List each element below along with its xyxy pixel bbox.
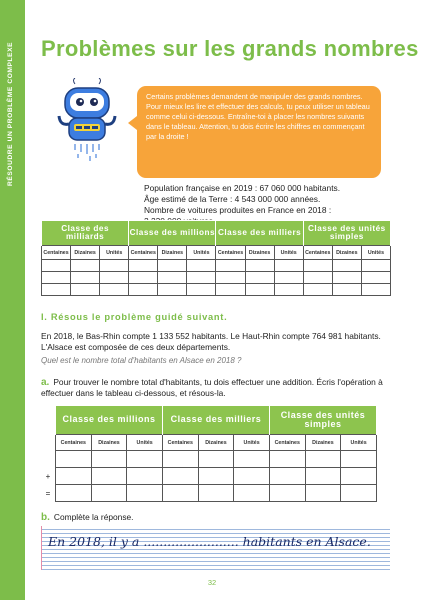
table-cell[interactable]	[274, 260, 303, 272]
table-cell[interactable]	[100, 284, 129, 296]
column-header: Unités	[127, 435, 163, 451]
table-cell[interactable]	[162, 451, 198, 468]
table-cell[interactable]	[332, 284, 361, 296]
table-cell[interactable]	[305, 468, 341, 485]
table-cell[interactable]	[158, 284, 187, 296]
table-cell[interactable]	[274, 272, 303, 284]
table-cell[interactable]	[361, 260, 390, 272]
table-cell[interactable]	[100, 272, 129, 284]
sidebar-band	[0, 0, 25, 600]
class-header: Classe des millions	[129, 221, 216, 246]
table-cell[interactable]	[305, 485, 341, 502]
part-b-letter: b.	[41, 512, 50, 523]
table-cell[interactable]	[332, 260, 361, 272]
table-cell[interactable]	[341, 485, 377, 502]
class-header: Classe des millions	[56, 406, 163, 435]
table-cell[interactable]	[127, 451, 163, 468]
table-cell[interactable]	[187, 260, 216, 272]
part-a-letter: a.	[41, 377, 50, 388]
table-cell[interactable]	[332, 272, 361, 284]
problem-question: Quel est le nombre total d'habitants en Alsace en 2018 ?	[41, 356, 242, 365]
table-cell[interactable]	[187, 284, 216, 296]
class-header: Classe des milliards	[42, 221, 129, 246]
part-a	[41, 377, 393, 399]
table-row	[42, 260, 391, 272]
column-header: Unités	[274, 246, 303, 260]
fact-line: Nombre de voitures produites en France en 2018 :	[144, 205, 332, 215]
table-cell[interactable]	[42, 260, 71, 272]
page-number: 32	[207, 578, 217, 587]
fact-line: Population française en 2019 : 67 060 000 habitants.	[144, 183, 341, 193]
column-header: Dizaines	[245, 246, 274, 260]
table-cell[interactable]	[71, 284, 100, 296]
table-cell[interactable]	[42, 272, 71, 284]
table-cell[interactable]	[129, 260, 158, 272]
robot-mascot-icon	[55, 78, 119, 168]
table-cell[interactable]	[341, 468, 377, 485]
table-row	[42, 284, 391, 296]
table-cell[interactable]	[198, 451, 234, 468]
section-heading: I. Résous le problème guidé suivant.	[41, 312, 228, 322]
table-row	[41, 485, 377, 502]
table-cell[interactable]	[71, 260, 100, 272]
table-row	[42, 272, 391, 284]
column-header: Centaines	[56, 435, 92, 451]
class-header: Classe des milliers	[216, 221, 303, 246]
table-cell[interactable]	[216, 272, 245, 284]
table-cell[interactable]	[129, 284, 158, 296]
numeration-table-2	[41, 405, 377, 502]
table-cell[interactable]	[303, 272, 332, 284]
table-cell[interactable]	[305, 451, 341, 468]
table-cell[interactable]	[127, 485, 163, 502]
table-cell[interactable]	[303, 284, 332, 296]
sidebar-label: RÉSOUDRE UN PROBLÈME COMPLEXE	[7, 41, 14, 186]
numeration-table-1	[41, 220, 391, 296]
table-cell[interactable]	[56, 485, 92, 502]
table-cell[interactable]	[127, 468, 163, 485]
table-cell[interactable]	[341, 451, 377, 468]
column-header: Centaines	[129, 246, 158, 260]
table-cell[interactable]	[245, 260, 274, 272]
column-header: Dizaines	[332, 246, 361, 260]
table-cell[interactable]	[129, 272, 158, 284]
table-cell[interactable]	[162, 468, 198, 485]
column-header: Unités	[187, 246, 216, 260]
column-header: Dizaines	[158, 246, 187, 260]
column-header: Centaines	[216, 246, 245, 260]
table-cell[interactable]	[216, 260, 245, 272]
table-cell[interactable]	[56, 468, 92, 485]
column-header: Unités	[100, 246, 129, 260]
column-header: Centaines	[162, 435, 198, 451]
part-a-text: Pour trouver le nombre total d'habitants, tu dois effectuer une addition. Écris l'opération à effectuer dans le tableau ci-dessous, et résous-la.	[41, 377, 383, 398]
table-cell[interactable]	[269, 485, 305, 502]
class-header: Classe des unités simples	[303, 221, 390, 246]
column-header: Centaines	[269, 435, 305, 451]
table-cell[interactable]	[361, 272, 390, 284]
table-cell[interactable]	[269, 468, 305, 485]
table-cell[interactable]	[216, 284, 245, 296]
column-header: Centaines	[303, 246, 332, 260]
column-header: Unités	[234, 435, 270, 451]
column-header: Centaines	[42, 246, 71, 260]
table-cell[interactable]	[158, 260, 187, 272]
fact-line: Âge estimé de la Terre : 4 543 000 000 années.	[144, 194, 321, 204]
table-cell[interactable]	[91, 485, 127, 502]
table-cell[interactable]	[234, 485, 270, 502]
equals-sign: =	[41, 485, 56, 502]
table-cell[interactable]	[245, 272, 274, 284]
table-row	[41, 468, 377, 485]
instruction-bubble	[137, 86, 381, 178]
table-cell[interactable]	[361, 284, 390, 296]
table-cell[interactable]	[198, 468, 234, 485]
plus-sign: +	[41, 468, 56, 485]
class-header: Classe des unités simples	[269, 406, 376, 435]
column-header: Dizaines	[91, 435, 127, 451]
instruction-text: Certains problèmes demandent de manipuler des grands nombres. Pour mieux les lire et effectuer des calculs, tu peux utiliser un tableau comme celui ci-dessous. Entraîne-toi à placer les nombres suivants dans le tableau. Attention, tu dois écrire les chiffres en commençant par la droite !	[146, 92, 370, 141]
table-cell[interactable]	[91, 451, 127, 468]
part-b	[41, 512, 134, 523]
answer-sentence[interactable]: En 2018, il y a ........................ habitants en Alsace.	[48, 534, 371, 549]
problem-statement: En 2018, le Bas-Rhin compte 1 133 552 habitants. Le Haut-Rhin compte 764 981 habitants. L'Alsace est composée de ces deux départements.	[41, 331, 381, 352]
table-cell[interactable]	[274, 284, 303, 296]
page-title: Problèmes sur les grands nombres	[41, 36, 419, 61]
part-b-text: Complète la réponse.	[53, 512, 134, 522]
table-cell[interactable]	[162, 485, 198, 502]
table-cell[interactable]	[42, 284, 71, 296]
table-cell[interactable]	[91, 468, 127, 485]
column-header: Unités	[341, 435, 377, 451]
table-cell[interactable]	[187, 272, 216, 284]
table-cell[interactable]	[71, 272, 100, 284]
column-header: Unités	[361, 246, 390, 260]
table-cell[interactable]	[303, 260, 332, 272]
table-row	[41, 451, 377, 468]
table-cell[interactable]	[158, 272, 187, 284]
column-header: Dizaines	[71, 246, 100, 260]
table-cell[interactable]	[245, 284, 274, 296]
table-cell[interactable]	[198, 485, 234, 502]
class-header: Classe des milliers	[162, 406, 269, 435]
table-cell[interactable]	[100, 260, 129, 272]
table-cell[interactable]	[234, 468, 270, 485]
table-cell[interactable]	[56, 451, 92, 468]
table-cell[interactable]	[234, 451, 270, 468]
table-cell[interactable]	[269, 451, 305, 468]
column-header: Dizaines	[198, 435, 234, 451]
column-header: Dizaines	[305, 435, 341, 451]
